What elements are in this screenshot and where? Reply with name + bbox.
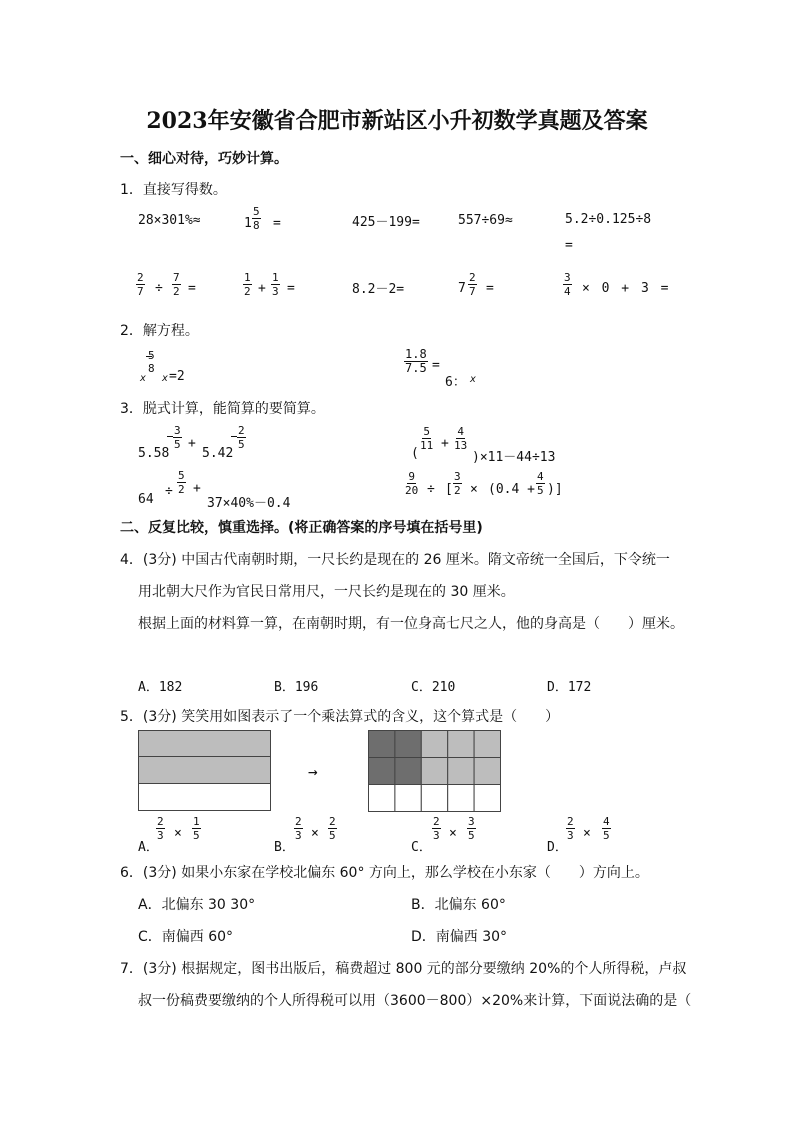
q1-r2-a-frac1 <box>136 271 145 298</box>
numerator: 2 <box>469 271 476 284</box>
denominator: 7 <box>137 285 144 298</box>
q5-option-c-op: × <box>449 826 457 841</box>
q4-line2: 用北朝大尺作为官民日常用尺，一尺长约是现在的 30 厘米。 <box>138 584 515 600</box>
q1-label: 1．直接写得数。 <box>120 182 227 198</box>
q3-c-rest: 37×40%－0.4 <box>207 496 291 511</box>
numerator: 2 <box>137 271 144 284</box>
q3-d-mid: (0.4 + <box>488 482 535 497</box>
denominator: 2 <box>454 484 461 497</box>
q5-option-a-frac1 <box>156 815 165 842</box>
numerator: 2 <box>433 815 440 828</box>
q4-line1: 4．(3分) 中国古代南朝时期，一尺长约是现在的 26 厘米。隋文帝统一全国后，下令统一 <box>120 552 670 568</box>
numerator: 2 <box>567 815 574 828</box>
q2-left-fraction <box>147 349 156 375</box>
denominator: 3 <box>272 285 279 298</box>
q1-r1-d: 557÷69≈ <box>458 213 513 228</box>
numerator: 1 <box>272 271 279 284</box>
q4-option-c[interactable]: C．210 <box>411 680 456 695</box>
q5-option-d-op: × <box>583 826 591 841</box>
denominator: 2 <box>178 483 185 496</box>
band-1-shaded <box>139 731 271 757</box>
numerator: 4 <box>603 815 610 828</box>
denominator: 5 <box>603 829 610 842</box>
q3-d-mul: × <box>470 482 478 497</box>
denominator: 3 <box>295 829 302 842</box>
denominator: 5 <box>468 829 475 842</box>
grid-cell <box>395 731 421 758</box>
q1-r2-e-fraction <box>563 271 572 298</box>
grid-cell <box>421 758 447 785</box>
q1-r1-b-fraction <box>252 205 261 232</box>
q3-c-fraction <box>177 469 186 496</box>
denominator: 20 <box>405 484 419 497</box>
q5-figure-left <box>138 730 272 812</box>
q3-b-frac1 <box>419 425 434 452</box>
q6-option-b[interactable]: B．北偏东 60° <box>411 897 506 913</box>
grid-cell <box>369 785 395 812</box>
q1-r1-c: 425－199= <box>352 215 420 230</box>
q4-option-d[interactable]: D．172 <box>547 680 592 695</box>
q1-r2-b-frac1 <box>243 271 252 298</box>
q5-option-a-op: × <box>174 826 182 841</box>
q5-option-b-letter[interactable]: B． <box>274 840 295 855</box>
q7-line1: 7．(3分) 根据规定，图书出版后，稿费超过 800 元的部分要缴纳 20%的个人所得税，卢叔 <box>120 961 687 977</box>
numerator: 2 <box>238 424 245 437</box>
denominator: 11 <box>420 439 434 452</box>
q5-option-b-frac2 <box>328 815 337 842</box>
q2-left-minus <box>146 356 152 357</box>
q5-option-c-frac1 <box>432 815 441 842</box>
q3-b-rest: )×11－44÷13 <box>472 450 556 465</box>
q5-option-c-letter[interactable]: C． <box>411 840 432 855</box>
q3-a-plus: + <box>188 436 196 451</box>
q5-option-d-frac2 <box>602 815 611 842</box>
q6-option-c[interactable]: C．南偏西 60° <box>138 929 234 945</box>
q1-r2-e-rest: × 0 + 3 = <box>582 281 669 296</box>
denominator: 3 <box>433 829 440 842</box>
q1-r2-c: 8.2－2= <box>352 282 405 297</box>
numerator: 2 <box>329 815 336 828</box>
numerator: 3 <box>454 470 461 483</box>
section-1-heading: 一、细心对待，巧妙计算。 <box>120 151 288 167</box>
numerator: 3 <box>174 424 181 437</box>
page-title: 2023年安徽省合肥市新站区小升初数学真题及答案 <box>146 108 648 134</box>
q1-r2-b-op: + <box>258 281 266 296</box>
denominator: 13 <box>454 439 468 452</box>
q3-c-plus: + <box>193 481 201 496</box>
denominator: 4 <box>564 285 571 298</box>
numerator: 1.8 <box>405 347 427 361</box>
q3-c-t1: 64 <box>138 492 154 507</box>
numerator: 1 <box>244 271 251 284</box>
q3-d-rb: )] <box>547 482 563 497</box>
q5-option-c-frac2 <box>467 815 476 842</box>
denominator: 7.5 <box>405 361 427 375</box>
grid-cell <box>369 758 395 785</box>
grid-cell <box>448 785 474 812</box>
denominator: 2 <box>173 285 180 298</box>
numerator: 3 <box>468 815 475 828</box>
q2-right-fraction <box>404 348 428 375</box>
denominator: 8 <box>148 362 155 375</box>
q1-r2-a-op: ÷ <box>155 281 163 296</box>
q3-b-plus: + <box>441 436 449 451</box>
q4-option-a[interactable]: A．182 <box>138 680 183 695</box>
q3-a-frac2 <box>237 424 246 451</box>
denominator: 3 <box>567 829 574 842</box>
q5-option-a-frac2 <box>192 815 201 842</box>
q1-r1-b-eq: = <box>273 216 281 231</box>
grid-cell <box>395 758 421 785</box>
q2-left-rest: =2 <box>169 369 185 384</box>
grid-cell <box>369 731 395 758</box>
grid-cell <box>421 731 447 758</box>
q1-r1-e: 5.2÷0.125÷8 <box>565 212 652 227</box>
numerator: 2 <box>157 815 164 828</box>
q2-right-eq: = <box>432 358 440 373</box>
q1-r2-a-frac2 <box>172 271 181 298</box>
denominator: 5 <box>329 829 336 842</box>
numerator: 1 <box>193 815 200 828</box>
numerator: 5 <box>253 205 260 218</box>
q3-d-div: ÷ <box>427 482 435 497</box>
q2-label: 2．解方程。 <box>120 323 199 339</box>
q3-a-t1: 5.58 <box>138 446 170 461</box>
q3-b-lp: ( <box>411 446 419 461</box>
grid-cell <box>474 785 500 812</box>
q5-option-b-frac1 <box>294 815 303 842</box>
q1-r1-b-whole: 1 <box>244 216 252 231</box>
q3-b-frac2 <box>453 425 468 452</box>
q3-label: 3．脱式计算，能简算的要简算。 <box>120 401 325 417</box>
denominator: 5 <box>537 484 544 497</box>
q3-d-frac3 <box>536 470 545 497</box>
q2-right-rest: 6： <box>445 375 466 390</box>
grid-cell <box>448 731 474 758</box>
q1-r1-a: 28×301%≈ <box>138 213 201 228</box>
q1-r2-b-frac2 <box>271 271 280 298</box>
q3-c-div: ÷ <box>165 484 173 499</box>
numerator: 5 <box>423 425 430 438</box>
grid-cell <box>474 758 500 785</box>
q5-line1: 5．(3分) 笑笑用如图表示了一个乘法算式的含义，这个算式是（ ） <box>120 709 560 725</box>
numerator: 3 <box>564 271 571 284</box>
grid-cell <box>448 758 474 785</box>
denominator: 2 <box>244 285 251 298</box>
q7-line2: 叔一份稿费要缴纳的个人所得税可以用（3600－800）×20%来计算，下面说法确的是（ <box>138 993 692 1009</box>
q4-line3: 根据上面的材料算一算，在南朝时期，有一位身高七尺之人，他的身高是（ ）厘米。 <box>138 616 684 632</box>
band-3-empty <box>139 784 271 811</box>
numerator: 7 <box>173 271 180 284</box>
q6-option-d[interactable]: D．南偏西 30° <box>411 929 508 945</box>
q6-option-a[interactable]: A．北偏东 30 30° <box>138 897 256 913</box>
denominator: 3 <box>157 829 164 842</box>
q3-d-frac1 <box>404 470 419 497</box>
denominator: 5 <box>174 438 181 451</box>
q1-r2-d-fraction <box>468 271 477 298</box>
q3-a-t2: 5.42 <box>202 446 234 461</box>
q3-d-lb: [ <box>445 482 453 497</box>
numerator: 4 <box>537 470 544 483</box>
q1-r2-b-eq: = <box>287 281 295 296</box>
q5-option-d-letter[interactable]: D． <box>547 840 568 855</box>
denominator: 7 <box>469 285 476 298</box>
q6-line1: 6．(3分) 如果小东家在学校北偏东 60° 方向上，那么学校在小东家（ ）方向上。 <box>120 865 649 881</box>
q3-d-frac2 <box>453 470 462 497</box>
q5-figure-right <box>368 730 502 812</box>
grid-cell <box>421 785 447 812</box>
grid-cell <box>395 785 421 812</box>
q2-right-x: x <box>470 374 477 385</box>
band-2-shaded <box>139 757 271 784</box>
q3-a-frac1 <box>173 424 182 451</box>
q2-left-x1: x <box>140 373 147 384</box>
q4-option-b[interactable]: B．196 <box>274 680 319 695</box>
numerator: 9 <box>408 470 415 483</box>
denominator: 5 <box>193 829 200 842</box>
numerator: 4 <box>457 425 464 438</box>
q1-r2-a-eq: = <box>188 281 196 296</box>
q1-r1-e-eq: = <box>565 238 573 253</box>
denominator: 5 <box>238 438 245 451</box>
q2-left-x2: x <box>162 373 169 384</box>
q5-option-a-letter[interactable]: A． <box>138 840 159 855</box>
q5-option-d-frac1 <box>566 815 575 842</box>
q1-r2-d-whole: 7 <box>458 281 466 296</box>
q5-option-b-op: × <box>311 826 319 841</box>
denominator: 8 <box>253 219 260 232</box>
q5-arrow: → <box>308 762 318 781</box>
numerator: 5 <box>148 349 155 362</box>
numerator: 2 <box>295 815 302 828</box>
q1-r2-d-eq: = <box>486 281 494 296</box>
section-2-heading: 二、反复比较，慎重选择。(将正确答案的序号填在括号里) <box>120 520 483 536</box>
grid-cell <box>474 731 500 758</box>
numerator: 5 <box>178 469 185 482</box>
